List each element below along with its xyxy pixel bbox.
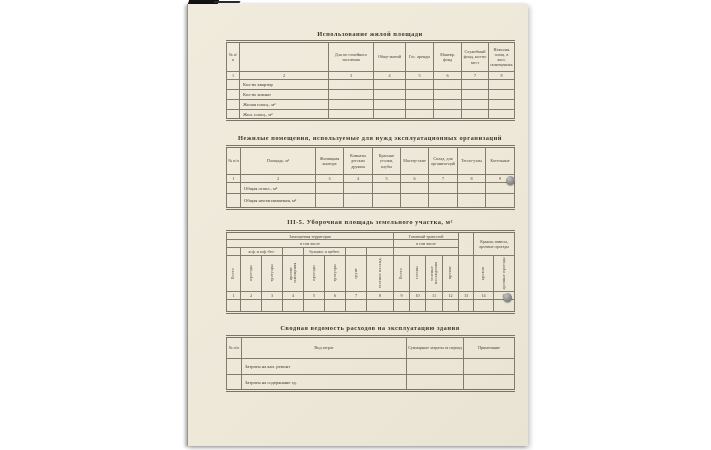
empty-cell	[227, 359, 242, 375]
empty-cell	[489, 90, 515, 100]
empty-cell	[458, 194, 486, 209]
expenses-summary-table	[226, 335, 515, 392]
col-number: 2	[240, 72, 329, 80]
empty-cell	[346, 300, 367, 313]
empty-cell	[283, 300, 304, 313]
col-number: 6	[325, 292, 346, 300]
empty-cell	[241, 300, 262, 313]
empty-cell	[474, 300, 494, 313]
empty-cell	[374, 80, 406, 90]
subgroup-header: в том числе	[227, 240, 394, 248]
empty-cell	[462, 90, 489, 100]
scan-hole-dot	[503, 293, 512, 302]
col-header: Жилищная контора	[316, 147, 344, 175]
empty-cell	[426, 300, 443, 313]
col-header: Служебный фонд, кол-во мест	[462, 42, 489, 72]
scan-ink-streak	[213, 1, 240, 3]
empty-cell	[462, 100, 489, 110]
section2-title: Нежилые помещения, используемые для нужд эксплуатационных организаций	[238, 135, 502, 142]
empty-cell	[316, 194, 344, 209]
empty-cell	[329, 80, 374, 90]
vertical-col-header: проезды	[304, 256, 325, 292]
empty-cell	[443, 300, 459, 313]
col-number: 14	[474, 292, 494, 300]
col-number: 6	[434, 72, 462, 80]
cleaning-area-table	[226, 230, 515, 314]
empty-cell	[344, 194, 373, 209]
empty-cell	[227, 90, 240, 100]
empty-cell	[489, 110, 515, 120]
vertical-col-header: прочие замощения	[283, 256, 304, 292]
empty-cell	[406, 90, 434, 100]
col-number: 9	[394, 292, 410, 300]
empty-cell	[434, 80, 462, 90]
col-header: № п/п	[227, 337, 242, 359]
empty-cell	[489, 80, 515, 90]
empty-cell	[462, 110, 489, 120]
col-number: 6	[401, 175, 429, 183]
vertical-col-header: зеленые насажд.	[367, 256, 394, 292]
col-number: 1	[227, 72, 240, 80]
col-number: 10	[410, 292, 426, 300]
vertical-col-header: кровля	[474, 256, 494, 292]
col-number: 8	[367, 292, 394, 300]
empty-cell	[406, 80, 434, 90]
col-number: 8	[458, 175, 486, 183]
living-area-usage-table	[226, 40, 515, 121]
col-header: Нежилая площ. в жил. помещениях	[489, 42, 515, 72]
empty-cell	[227, 100, 240, 110]
vertical-col-header: зеленые насаждения	[426, 256, 443, 292]
empty-cell	[227, 80, 240, 90]
col-number: 7	[462, 72, 489, 80]
row-label: Жилая площ., м²	[240, 100, 329, 110]
empty-cell	[459, 300, 474, 313]
empty-cell	[227, 110, 240, 120]
vertical-col-header: прочие	[443, 256, 459, 292]
col-number: 11	[426, 292, 443, 300]
group-header: Газонный травостой	[394, 232, 459, 240]
subgroup-cell	[394, 248, 459, 256]
col-number: 13	[459, 292, 474, 300]
col-number: 5	[406, 72, 434, 80]
col-number: 3	[329, 72, 374, 80]
empty-cell	[429, 183, 458, 194]
group-header	[459, 232, 474, 256]
empty-cell	[373, 183, 401, 194]
col-number: 12	[443, 292, 459, 300]
row-label: Кол-во квартир	[240, 80, 329, 90]
col-header: Для по-семейного заселения	[329, 42, 374, 72]
col-number: 4	[283, 292, 304, 300]
scan-hole-dot	[506, 176, 515, 185]
empty-cell	[227, 375, 242, 391]
col-header: Гос. аренды	[406, 42, 434, 72]
vertical-col-header: арочные проезды	[494, 256, 515, 292]
vertical-col-header	[459, 256, 474, 292]
col-number: 2	[241, 175, 316, 183]
empty-cell	[464, 375, 515, 391]
row-label: Общая неотапливаемая, м²	[241, 194, 316, 209]
col-number: 9	[486, 175, 515, 183]
col-number: 7	[346, 292, 367, 300]
empty-cell	[464, 359, 515, 375]
section4-title: Сводная ведомость расходов на эксплуатацию здания	[280, 325, 460, 332]
empty-cell	[374, 90, 406, 100]
empty-cell	[374, 100, 406, 110]
empty-cell	[316, 183, 344, 194]
empty-cell	[394, 300, 410, 313]
col-header: № п/п	[227, 147, 241, 175]
vertical-col-header: грунт	[346, 256, 367, 292]
col-header: Комнаты детских дружин	[344, 147, 373, 175]
section1-title: Использование жилой площади	[317, 31, 423, 38]
col-number: 1	[227, 292, 241, 300]
col-number: 4	[344, 175, 373, 183]
vertical-col-header: тротуары	[262, 256, 283, 292]
group-header: Замощенная территория	[227, 232, 394, 240]
col-number: 8	[489, 72, 515, 80]
col-number: 2	[241, 292, 262, 300]
col-header: Вид затрат	[242, 337, 407, 359]
empty-cell	[406, 100, 434, 110]
row-label: Жил. площ., м²	[240, 110, 329, 120]
vertical-col-header: тротуары	[325, 256, 346, 292]
col-header: Обще-житий	[374, 42, 406, 72]
empty-cell	[407, 359, 464, 375]
col-header: Склад. для организа-ций	[429, 147, 458, 175]
row-label: Затраты на кап. ремонт	[242, 359, 407, 375]
col-header: Маневр. фонд	[434, 42, 462, 72]
empty-cell	[434, 90, 462, 100]
subgroup-cell	[283, 248, 304, 256]
empty-cell	[458, 183, 486, 194]
empty-cell	[367, 300, 394, 313]
subgroup-cell	[367, 248, 394, 256]
col-header: Суммарные затраты за период	[407, 337, 464, 359]
empty-cell	[434, 100, 462, 110]
vertical-col-header: проезды	[241, 256, 262, 292]
empty-cell	[227, 183, 241, 194]
empty-cell	[406, 110, 434, 120]
col-header: Площадь, м²	[241, 147, 316, 175]
empty-cell	[486, 194, 515, 209]
subgroup-header: булыжн. и щебен.	[304, 248, 346, 256]
col-number: 4	[374, 72, 406, 80]
row-label: Общая отапл., м²	[241, 183, 316, 194]
subgroup-cell	[227, 248, 241, 256]
col-header: Котельные	[486, 147, 515, 175]
empty-cell	[407, 375, 464, 391]
col-header	[240, 42, 329, 72]
nonresidential-premises-table	[226, 145, 515, 210]
empty-cell	[325, 300, 346, 313]
col-number: 5	[373, 175, 401, 183]
group-header: Крыши, навесы, арочные проезды	[474, 232, 515, 256]
col-header: Примечание	[464, 337, 515, 359]
empty-cell	[489, 100, 515, 110]
col-number: 3	[262, 292, 283, 300]
vertical-col-header: Всего	[394, 256, 410, 292]
empty-cell	[227, 300, 241, 313]
col-number: 7	[429, 175, 458, 183]
col-header: Мастер-ские	[401, 147, 429, 175]
col-header: Красные уголки, клубы	[373, 147, 401, 175]
empty-cell	[344, 183, 373, 194]
col-number: 1	[227, 175, 241, 183]
subgroup-header: асф. и асф.-бет.	[241, 248, 283, 256]
vertical-col-header: газоны	[410, 256, 426, 292]
empty-cell	[373, 194, 401, 209]
empty-cell	[462, 80, 489, 90]
document-page	[187, 4, 528, 446]
col-number: 5	[304, 292, 325, 300]
empty-cell	[401, 194, 429, 209]
subgroup-cell	[346, 248, 367, 256]
row-label: Затраты на содержание зд.	[242, 375, 407, 391]
subgroup-header: в том числе	[394, 240, 459, 248]
empty-cell	[374, 110, 406, 120]
empty-cell	[227, 194, 241, 209]
empty-cell	[434, 110, 462, 120]
vertical-col-header: Всего	[227, 256, 241, 292]
col-number: 3	[316, 175, 344, 183]
col-header: № п/п	[227, 42, 240, 72]
empty-cell	[329, 100, 374, 110]
col-header: Тепло-узлы	[458, 147, 486, 175]
empty-cell	[494, 300, 515, 313]
empty-cell	[329, 90, 374, 100]
empty-cell	[304, 300, 325, 313]
empty-cell	[262, 300, 283, 313]
empty-cell	[410, 300, 426, 313]
empty-cell	[429, 194, 458, 209]
section3-title: III-5. Уборочная площадь земельного участка, м²	[287, 219, 453, 226]
empty-cell	[329, 110, 374, 120]
empty-cell	[401, 183, 429, 194]
row-label: Кол-во комнат	[240, 90, 329, 100]
